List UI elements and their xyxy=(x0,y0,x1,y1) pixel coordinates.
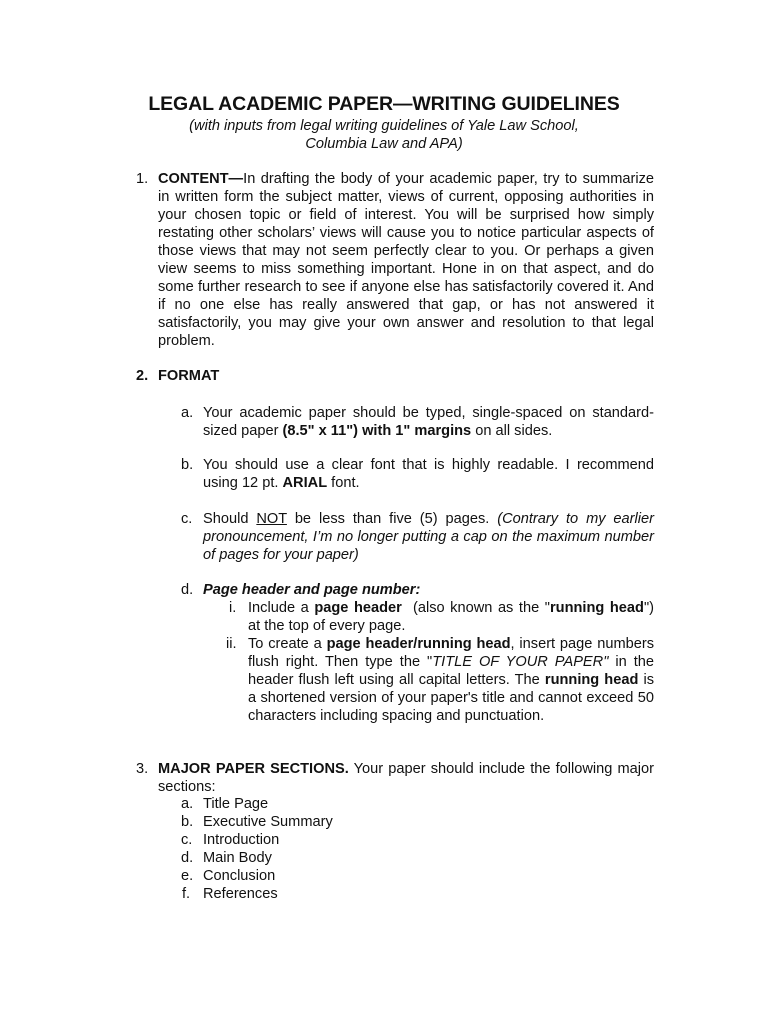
format-a-text-1: Your academic paper should be typed, single-spaced on standard-sized paper xyxy=(203,405,654,439)
format-c-text-1: Should xyxy=(203,511,257,527)
format-d-item-i-text xyxy=(248,599,654,635)
d-i-text-3: ") at the top of every page. xyxy=(248,600,654,634)
format-c-not-underlined: NOT xyxy=(256,511,287,527)
format-d-item-ii-numeral: ii. xyxy=(226,636,237,652)
list-item xyxy=(182,885,190,903)
format-item-c-letter: c. xyxy=(181,511,193,527)
document-subtitle xyxy=(0,118,768,154)
d-ii-text-1: To create a xyxy=(248,636,327,652)
format-d-item-ii-text xyxy=(248,635,654,725)
subtitle-line-1: (with inputs from legal writing guidelines of Yale Law School, xyxy=(189,118,579,134)
list-item-letter: a. xyxy=(181,796,194,812)
d-ii-text-4: is a shortened version of your paper's title and cannot exceed 50 characters including spacing and punctuation. xyxy=(248,672,654,724)
format-item-a-text xyxy=(203,404,654,440)
d-i-page-header-bold: page header xyxy=(314,600,402,616)
list-item-letter: f. xyxy=(182,886,191,902)
format-a-margins-bold: (8.5" x 11") with 1" margins xyxy=(282,423,472,439)
section-1-number: 1. xyxy=(136,171,149,187)
d-ii-text-3: in the header flush left using all capital letters. The xyxy=(248,654,654,688)
format-item-d-heading: Page header and page number: xyxy=(203,582,421,598)
document-title: LEGAL ACADEMIC PAPER—WRITING GUIDELINES xyxy=(148,93,620,115)
section-major-heading: MAJOR PAPER SECTIONS. xyxy=(158,761,349,777)
list-item-letter: e. xyxy=(181,868,194,884)
format-item-d-letter: d. xyxy=(181,582,194,598)
d-ii-page-header-running-head-bold: page header/running head xyxy=(326,636,511,652)
d-ii-running-head-bold: running head xyxy=(544,672,639,688)
section-2-number: 2. xyxy=(136,368,149,384)
section-content-paragraph xyxy=(158,170,654,350)
list-item-label: Main Body xyxy=(203,850,272,866)
section-major-paragraph xyxy=(158,760,654,796)
format-c-text-2: be less than five (5) pages. xyxy=(286,511,498,527)
format-item-b-letter: b. xyxy=(181,457,194,473)
format-b-text-1: You should use a clear font that is highly readable. I recommend using 12 pt. xyxy=(203,457,654,491)
list-item-label: Introduction xyxy=(203,832,280,848)
d-i-text-2: (also known as the " xyxy=(401,600,550,616)
list-item-label: References xyxy=(203,886,278,902)
format-item-b-text xyxy=(203,456,654,492)
format-b-text-2: font. xyxy=(327,475,360,491)
list-item xyxy=(181,795,193,813)
list-item-label: Executive Summary xyxy=(203,814,333,830)
list-item-letter: c. xyxy=(181,832,193,848)
section-format-heading: FORMAT xyxy=(158,368,220,384)
d-ii-title-italic: TITLE OF YOUR PAPER" xyxy=(432,654,609,670)
format-a-text-2: on all sides. xyxy=(471,423,553,439)
list-item-letter: b. xyxy=(181,814,194,830)
section-3-number: 3. xyxy=(136,761,149,777)
format-d-item-i-numeral: i. xyxy=(229,600,237,616)
format-item-a-letter: a. xyxy=(181,405,194,421)
d-i-running-head-bold: running head xyxy=(549,600,644,616)
list-item xyxy=(181,813,193,831)
format-b-font-bold: ARIAL xyxy=(282,475,328,491)
format-c-italic-note: (Contrary to my earlier pronouncement, I’m no longer putting a cap on the maximum number of pages for your paper) xyxy=(203,511,654,563)
format-item-c-text xyxy=(203,510,654,564)
subtitle-line-2: Columbia Law and APA) xyxy=(305,135,463,152)
list-item xyxy=(181,849,193,867)
list-item-label: Conclusion xyxy=(203,868,276,884)
list-item xyxy=(181,867,193,885)
list-item-label: Title Page xyxy=(203,796,269,812)
d-ii-text-2: , insert page numbers flush right. Then type the " xyxy=(248,636,654,670)
section-content-heading: CONTENT— xyxy=(158,171,244,187)
list-item-letter: d. xyxy=(181,850,194,866)
list-item xyxy=(181,831,192,849)
section-major-text: Your paper should include the following major sections: xyxy=(158,761,654,795)
d-i-text-1: Include a xyxy=(248,600,315,616)
section-content-text: In drafting the body of your academic paper, try to summarize in written form the subject matter, views of current, opposing authorities in your chosen topic or field of interest. You will be surprised how simply restating other scholars’ views will cause you to notice particular aspects of those views that may not seem perfectly clear to you. Or perhaps a given view seems to miss something important. Hone in on that aspect, and do some further research to see if anyone else has satisfactorily covered it. And if no one else has really answered that gap, or has not answered it satisfactorily, you may give your own answer and resolution to that legal problem. xyxy=(158,171,654,349)
